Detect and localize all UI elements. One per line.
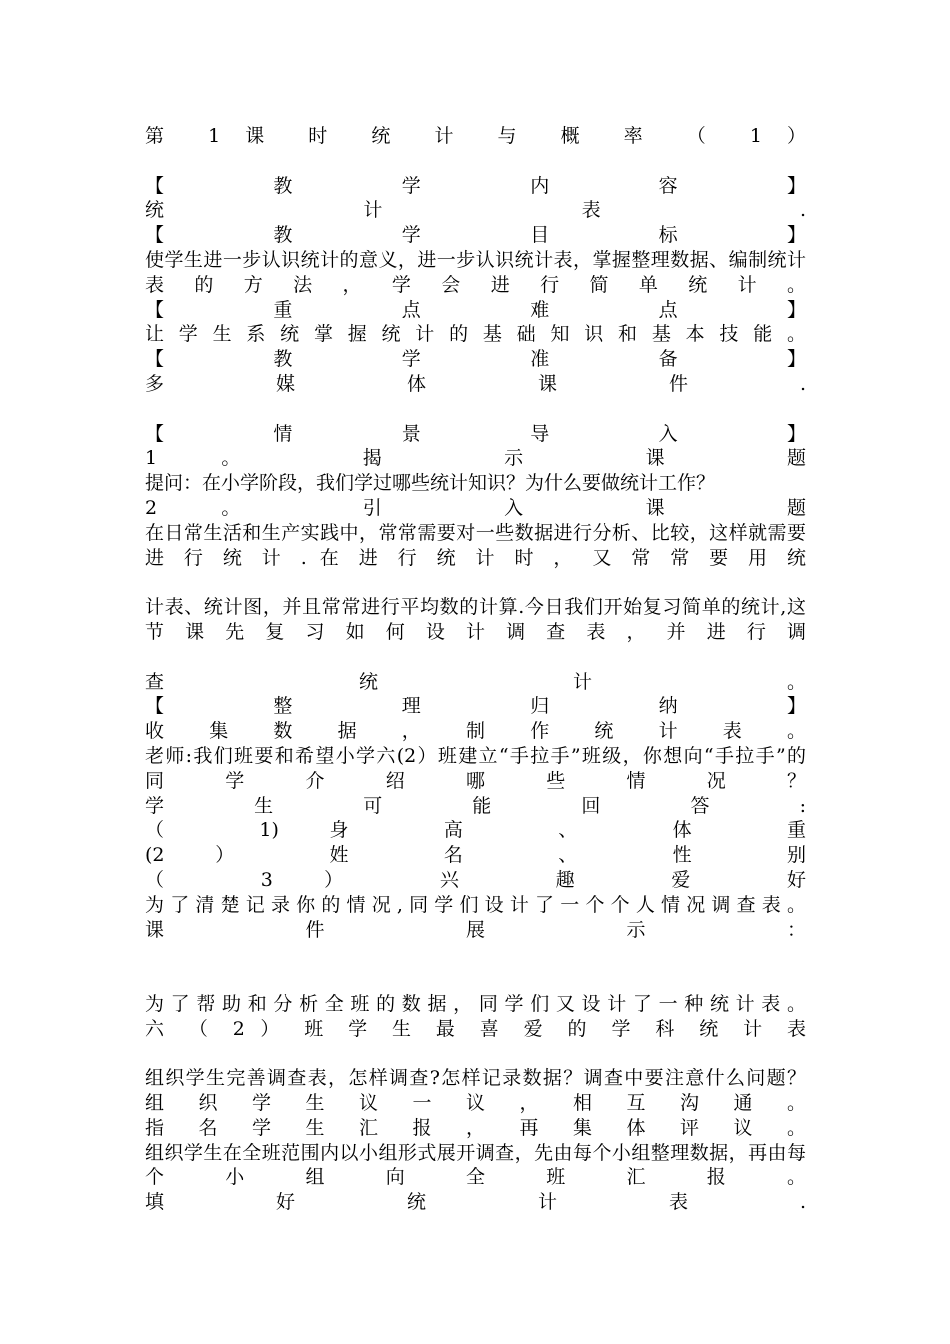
goals-text-line-2: 表 的 方 法 ， 学 会 进 行 简 单 统 计 。 bbox=[145, 273, 806, 296]
step-1-heading: 1 。 揭 示 课 题 bbox=[145, 447, 806, 470]
blank-line bbox=[145, 645, 806, 670]
step-1-question: 提问：在小学阶段，我们学过哪些统计知识？为什么要做统计工作？ bbox=[145, 472, 716, 495]
discussion-line: 组 织 学 生 议 一 议 ， 相 互 沟 通 。 bbox=[145, 1092, 806, 1115]
group-survey-line-2: 个 小 组 向 全 班 汇 报 。 bbox=[145, 1166, 806, 1189]
intro-paragraph-line-4: 节 课 先 复 习 如 何 设 计 调 查 表 ， 并 进 行 调 bbox=[145, 620, 806, 643]
intro-paragraph-line-1: 在日常生活和生产实践中，常常需要对一些数据进行分析、比较，这样就需要 bbox=[145, 521, 806, 544]
blank-line bbox=[145, 397, 806, 422]
summary-subheading: 收 集 数 据 ， 制 作 统 计 表 。 bbox=[145, 720, 806, 743]
blank-line bbox=[145, 967, 806, 992]
content-text: 统 计 表 . bbox=[145, 199, 806, 222]
teacher-prompt-line-2: 同 学 介 绍 哪 些 情 况 ？ bbox=[145, 769, 806, 792]
section-heading-content: 【 教 学 内 容 】 bbox=[145, 174, 806, 197]
section-heading-introduction: 【 情 景 导 入 】 bbox=[145, 422, 806, 445]
blank-line bbox=[145, 942, 806, 967]
step-2-heading: 2 。 引 入 课 题 bbox=[145, 496, 806, 519]
document-page bbox=[145, 124, 806, 1215]
survey-sentence: 为 了 清 楚 记 录 你 的 情 况 , 同 学 们 设 计 了 一 个 个 人 情 况 调 查 表 。 bbox=[145, 893, 806, 916]
fill-table-line: 填 好 统 计 表 . bbox=[145, 1191, 806, 1214]
class-table-sentence: 为 了 帮 助 和 分 析 全 班 的 数 据 ， 同 学 们 又 设 计 了 一 种 统 计 表 。 bbox=[145, 992, 806, 1015]
intro-paragraph-line-5: 查 统 计 。 bbox=[145, 670, 806, 693]
preparation-text: 多 媒 体 课 件 . bbox=[145, 372, 806, 395]
student-answers-label: 学 生 可 能 回 答 : bbox=[145, 794, 806, 817]
group-survey-line-1: 组织学生在全班范围内以小组形式展开调查，先由每个小组整理数据，再由每 bbox=[145, 1141, 806, 1164]
blank-line bbox=[145, 570, 806, 595]
section-heading-preparation: 【 教 学 准 备 】 bbox=[145, 348, 806, 371]
intro-paragraph-line-2: 进 行 统 计 . 在 进 行 统 计 时 ， 又 常 常 要 用 统 bbox=[145, 546, 806, 569]
courseware-label: 课 件 展 示 ： bbox=[145, 918, 806, 941]
answer-item-3: （ 3 ） 兴 趣 爱 好 bbox=[145, 868, 806, 891]
section-heading-key-points: 【 重 点 难 点 】 bbox=[145, 298, 806, 321]
section-heading-summary: 【 整 理 归 纳 】 bbox=[145, 695, 806, 718]
table-caption: 六 （ 2 ） 班 学 生 最 喜 爱 的 学 科 统 计 表 bbox=[145, 1017, 806, 1040]
answer-item-1: （ 1) 身 高 、 体 重 bbox=[145, 819, 806, 842]
blank-line bbox=[145, 149, 806, 174]
goals-text-line-1: 使学生进一步认识统计的意义，进一步认识统计表，掌握整理数据、编制统计 bbox=[145, 248, 806, 271]
intro-paragraph-line-3: 计表、统计图，并且常常进行平均数的计算.今日我们开始复习简单的统计,这 bbox=[145, 596, 806, 619]
section-heading-goals: 【 教 学 目 标 】 bbox=[145, 224, 806, 247]
key-points-text: 让 学 生 系 统 掌 握 统 计 的 基 础 知 识 和 基 本 技 能 。 bbox=[145, 323, 806, 346]
answer-item-2: (2 ） 姓 名 、 性 别 bbox=[145, 844, 806, 867]
report-line: 指 名 学 生 汇 报 ， 再 集 体 评 议 。 bbox=[145, 1116, 806, 1139]
lesson-title: 第 1 课 时 统 计 与 概 率 （ 1 ） bbox=[145, 125, 806, 147]
teacher-prompt: 老师:我们班要和希望小学六(2）班建立“手拉手”班级，你想向“手拉手”的 bbox=[145, 744, 806, 767]
organize-question: 组织学生完善调查表，怎样调查?怎样记录数据？调查中要注意什么问题？ bbox=[145, 1067, 806, 1090]
blank-line bbox=[145, 1041, 806, 1066]
